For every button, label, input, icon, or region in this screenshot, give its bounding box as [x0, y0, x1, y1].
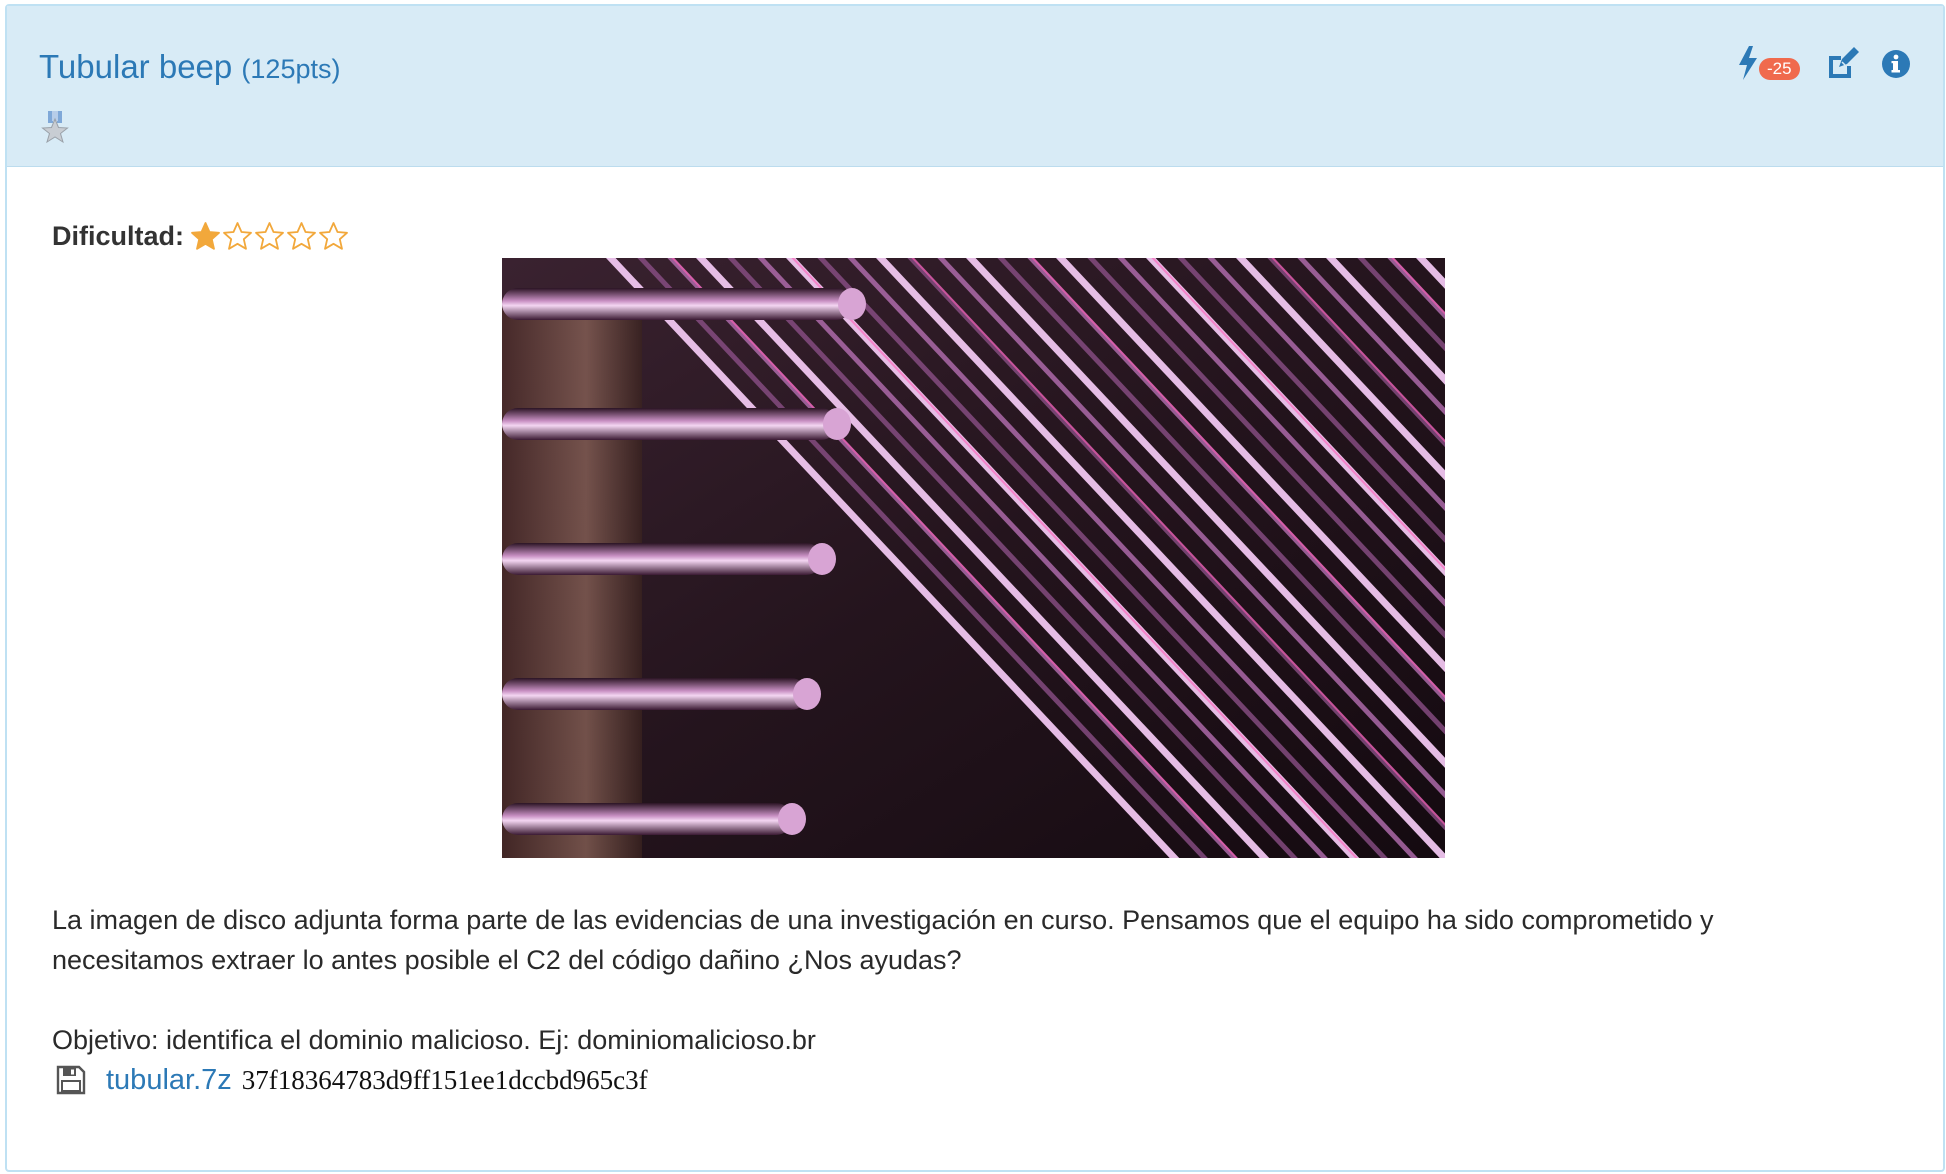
- edit-icon[interactable]: [1825, 47, 1859, 81]
- attachment: [56, 1060, 648, 1100]
- star-empty-icon: [222, 221, 253, 252]
- challenge-tools: [1737, 44, 1913, 84]
- star-empty-icon: [254, 221, 285, 252]
- challenge-objective: Objetivo: identifica el dominio malicioso. Ej: dominiomalicioso.br: [52, 1025, 816, 1055]
- penalty-badge: -25: [1759, 58, 1800, 80]
- star-empty-icon: [318, 221, 349, 252]
- challenge-header: [7, 6, 1943, 167]
- star-empty-icon: [286, 221, 317, 252]
- difficulty: [52, 216, 349, 256]
- challenge-name: Tubular beep: [39, 48, 233, 85]
- difficulty-label: Dificultad:: [52, 220, 184, 251]
- challenge-title[interactable]: [39, 48, 340, 86]
- challenge-points: (125pts): [241, 54, 341, 84]
- challenge-image: [502, 258, 1445, 858]
- difficulty-stars: [190, 221, 349, 252]
- challenge-description: [52, 900, 1872, 980]
- description-text: La imagen de disco adjunta forma parte de las evidencias de una investigación en curso. Pensamos que el equipo ha sido comprometido y necesitamos extraer lo antes posible el C2 del código dañino ¿Nos ayudas?: [52, 905, 1714, 975]
- floppy-disk-icon: [56, 1065, 86, 1095]
- attachment-hash: 37f18364783d9ff151ee1dccbd965c3f: [241, 1064, 648, 1095]
- hint-button[interactable]: [1737, 44, 1805, 84]
- medal-icon: [39, 110, 71, 144]
- lightning-icon: [1737, 46, 1759, 80]
- attachment-link[interactable]: tubular.7z: [106, 1063, 232, 1096]
- star-filled-icon: [190, 221, 221, 252]
- info-icon[interactable]: [1879, 47, 1913, 81]
